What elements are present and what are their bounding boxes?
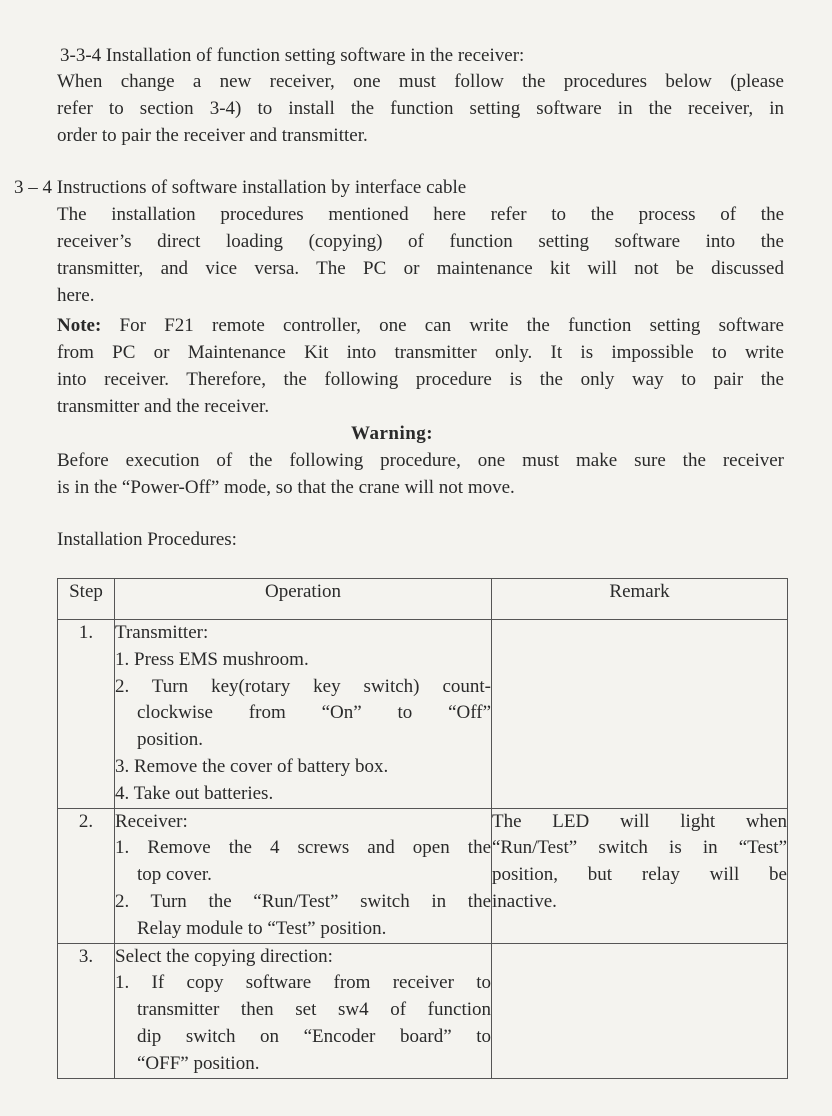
section-3-3-4-line: When change a new receiver, one must follow the procedures below (please <box>57 71 784 92</box>
remark-line: “Run/Test” switch is in “Test” <box>492 837 787 859</box>
procedure-table <box>57 578 788 1079</box>
operation-line: 3. Remove the cover of battery box. <box>115 755 389 777</box>
remark-cell <box>492 808 788 943</box>
operation-cell <box>115 943 492 1078</box>
operation-line: transmitter then set sw4 of function <box>137 999 491 1021</box>
warning-title: Warning: <box>351 423 434 444</box>
header-remark: Remark <box>492 579 788 620</box>
operation-line: 1. Remove the 4 screws and open the <box>115 837 491 859</box>
operation-title: Transmitter: <box>115 622 209 643</box>
operation-line: 2. Turn the “Run/Test” switch in the <box>115 890 491 912</box>
remark-line: The LED will light when <box>492 810 787 832</box>
note-line <box>57 313 784 339</box>
section-3-3-4-title: 3-3-4 Installation of function setting software in the receiver: <box>60 45 525 66</box>
step-number: 1. <box>58 620 115 809</box>
table-row <box>58 943 788 1078</box>
section-3-4-title: 3 – 4 Instructions of software installation by interface cable <box>14 177 467 198</box>
operation-line: top cover. <box>137 864 212 886</box>
section-3-3-4-line: refer to section 3-4) to install the function setting software in the receiver, in <box>57 98 784 119</box>
section-3-4-line: here. <box>57 285 95 306</box>
table-row <box>58 620 788 809</box>
header-operation: Operation <box>115 579 492 620</box>
operation-line: 2. Turn key(rotary key switch) count- <box>115 675 491 697</box>
note-text: For F21 remote controller, one can write the function setting software <box>101 315 784 336</box>
operation-line: 1. If copy software from receiver to <box>115 972 491 994</box>
operation-line: “OFF” position. <box>137 1052 260 1074</box>
section-3-3-4-line: order to pair the receiver and transmitter. <box>57 125 368 146</box>
note-line: from PC or Maintenance Kit into transmitter only. It is impossible to write <box>57 342 784 363</box>
table-row <box>58 808 788 943</box>
operation-line: 1. Press EMS mushroom. <box>115 648 309 670</box>
section-3-4-line: The installation procedures mentioned here refer to the process of the <box>57 204 784 225</box>
installation-procedures-label: Installation Procedures: <box>57 529 237 550</box>
table-header-row <box>58 579 788 620</box>
operation-line: 4. Take out batteries. <box>115 782 274 804</box>
operation-title: Receiver: <box>115 810 188 832</box>
step-number: 2. <box>58 808 115 943</box>
operation-cell <box>115 620 492 809</box>
operation-line: dip switch on “Encoder board” to <box>137 1025 491 1047</box>
header-step: Step <box>58 579 115 620</box>
remark-cell <box>492 943 788 1078</box>
note-line: into receiver. Therefore, the following procedure is the only way to pair the <box>57 369 784 390</box>
remark-line: position, but relay will be <box>492 864 787 886</box>
section-3-4-line: receiver’s direct loading (copying) of function setting software into the <box>57 231 784 252</box>
remark-line: inactive. <box>492 890 557 912</box>
remark-cell <box>492 620 788 809</box>
warning-line: is in the “Power-Off” mode, so that the crane will not move. <box>57 477 515 498</box>
operation-cell <box>115 808 492 943</box>
section-3-4-line: transmitter, and vice versa. The PC or maintenance kit will not be discussed <box>57 258 784 279</box>
operation-title: Select the copying direction: <box>115 945 333 967</box>
operation-line: position. <box>137 729 203 751</box>
warning-line: Before execution of the following procedure, one must make sure the receiver <box>57 450 784 471</box>
operation-line: Relay module to “Test” position. <box>137 917 387 939</box>
note-label: Note: <box>57 315 102 336</box>
step-number: 3. <box>58 943 115 1078</box>
operation-line: clockwise from “On” to “Off” <box>137 702 491 724</box>
note-line: transmitter and the receiver. <box>57 396 270 417</box>
